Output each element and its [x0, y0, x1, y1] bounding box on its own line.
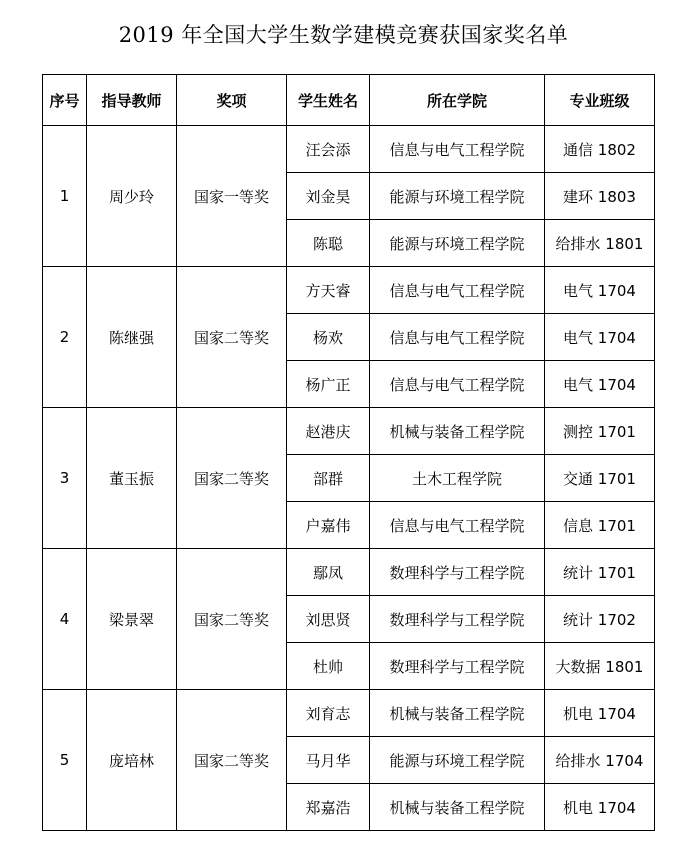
class-cell: 大数据 1801: [545, 643, 655, 690]
student-name-cell: 陈聪: [287, 220, 370, 267]
student-name-cell: 汪会添: [287, 126, 370, 173]
student-name-cell: 刘金昊: [287, 173, 370, 220]
advisor-cell: 周少玲: [87, 126, 177, 267]
class-cell: 给排水 1801: [545, 220, 655, 267]
school-cell: 土木工程学院: [370, 455, 545, 502]
school-cell: 能源与环境工程学院: [370, 220, 545, 267]
header-school: 所在学院: [370, 75, 545, 126]
school-cell: 数理科学与工程学院: [370, 643, 545, 690]
seq-cell: 3: [43, 408, 87, 549]
class-cell: 建环 1803: [545, 173, 655, 220]
student-name-cell: 刘育志: [287, 690, 370, 737]
school-cell: 信息与电气工程学院: [370, 314, 545, 361]
student-name-cell: 杜帅: [287, 643, 370, 690]
school-cell: 能源与环境工程学院: [370, 173, 545, 220]
student-name-cell: 赵港庆: [287, 408, 370, 455]
header-seq: 序号: [43, 75, 87, 126]
header-award: 奖项: [177, 75, 287, 126]
class-cell: 交通 1701: [545, 455, 655, 502]
student-name-cell: 马月华: [287, 737, 370, 784]
table-row: [43, 690, 655, 737]
school-cell: 信息与电气工程学院: [370, 126, 545, 173]
seq-cell: 1: [43, 126, 87, 267]
class-cell: 给排水 1704: [545, 737, 655, 784]
school-cell: 机械与装备工程学院: [370, 690, 545, 737]
student-name-cell: 杨欢: [287, 314, 370, 361]
award-cell: 国家一等奖: [177, 126, 287, 267]
class-cell: 电气 1704: [545, 314, 655, 361]
student-name-cell: 部群: [287, 455, 370, 502]
header-advisor: 指导教师: [87, 75, 177, 126]
school-cell: 机械与装备工程学院: [370, 408, 545, 455]
class-cell: 电气 1704: [545, 361, 655, 408]
class-cell: 机电 1704: [545, 784, 655, 831]
seq-cell: 4: [43, 549, 87, 690]
student-name-cell: 户嘉伟: [287, 502, 370, 549]
class-cell: 机电 1704: [545, 690, 655, 737]
page-title: 2019 年全国大学生数学建模竞赛获国家奖名单: [118, 23, 569, 47]
header-major-class: 专业班级: [545, 75, 655, 126]
advisor-cell: 董玉振: [87, 408, 177, 549]
class-cell: 统计 1701: [545, 549, 655, 596]
school-cell: 机械与装备工程学院: [370, 784, 545, 831]
student-name-cell: 方天睿: [287, 267, 370, 314]
advisor-cell: 梁景翠: [87, 549, 177, 690]
table-row: [43, 267, 655, 314]
class-cell: 统计 1702: [545, 596, 655, 643]
school-cell: 能源与环境工程学院: [370, 737, 545, 784]
header-student: 学生姓名: [287, 75, 370, 126]
table-row: [43, 126, 655, 173]
school-cell: 数理科学与工程学院: [370, 596, 545, 643]
class-cell: 通信 1802: [545, 126, 655, 173]
advisor-cell: 庞培林: [87, 690, 177, 831]
student-name-cell: 杨广正: [287, 361, 370, 408]
award-table: [42, 74, 655, 831]
table-row: [43, 549, 655, 596]
table-body: [43, 126, 655, 831]
class-cell: 测控 1701: [545, 408, 655, 455]
seq-cell: 2: [43, 267, 87, 408]
school-cell: 信息与电气工程学院: [370, 361, 545, 408]
award-cell: 国家二等奖: [177, 549, 287, 690]
seq-cell: 5: [43, 690, 87, 831]
school-cell: 信息与电气工程学院: [370, 502, 545, 549]
student-name-cell: 刘思贤: [287, 596, 370, 643]
student-name-cell: 郑嘉浩: [287, 784, 370, 831]
school-cell: 信息与电气工程学院: [370, 267, 545, 314]
class-cell: 信息 1701: [545, 502, 655, 549]
class-cell: 电气 1704: [545, 267, 655, 314]
school-cell: 数理科学与工程学院: [370, 549, 545, 596]
advisor-cell: 陈继强: [87, 267, 177, 408]
student-name-cell: 鄢凤: [287, 549, 370, 596]
table-row: [43, 408, 655, 455]
header-row: [43, 75, 655, 126]
award-cell: 国家二等奖: [177, 690, 287, 831]
award-cell: 国家二等奖: [177, 408, 287, 549]
award-cell: 国家二等奖: [177, 267, 287, 408]
